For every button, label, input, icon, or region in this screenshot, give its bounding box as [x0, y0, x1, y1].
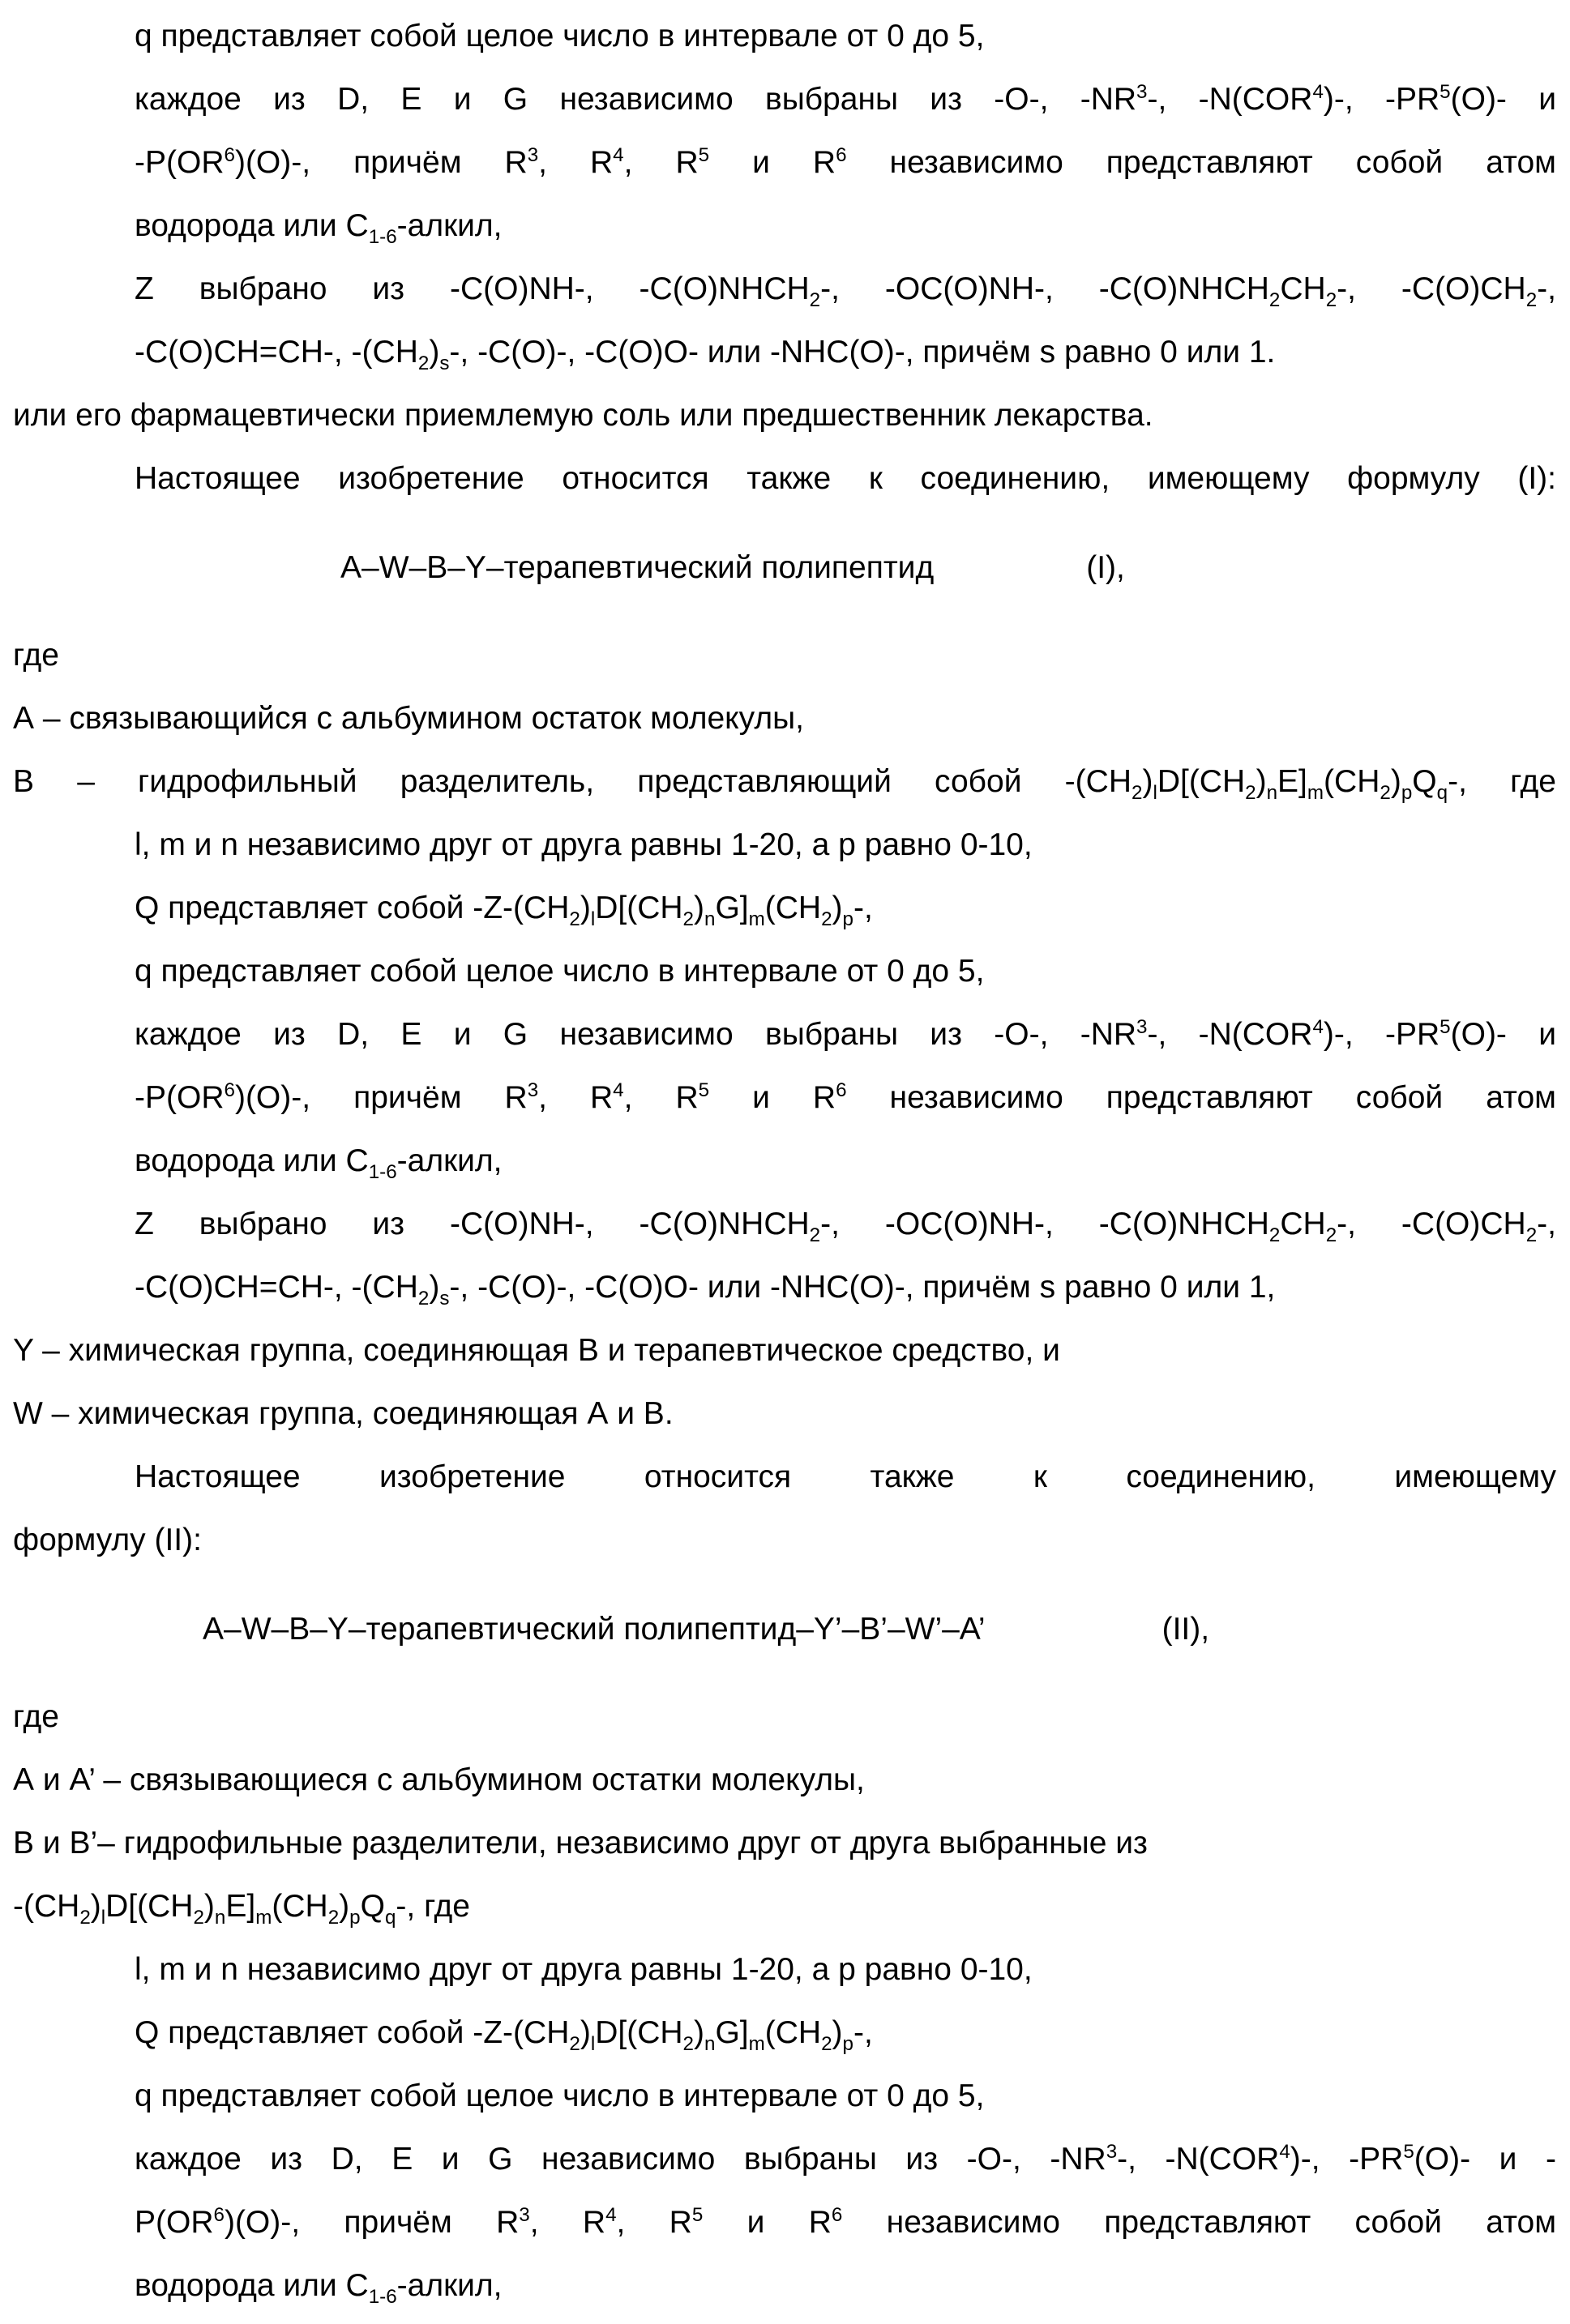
- paragraph-formula-i-intro: Настоящее изобретение относится также к соединению, имеющему формулу (I):: [135, 461, 1556, 496]
- formula-ii: A–W–B–Y–терапевтический полипептид–Y’–B’–W’–A’: [203, 1612, 986, 1647]
- claim-line-q-range: q представляет собой целое число в интервале от 0 до 5,: [135, 19, 985, 53]
- claim-line-q-definition: Q представляет собой $-Z-(CH_2)_lD[(CH_2)_nG]_m(CH_2)_p-$,: [135, 2015, 873, 2055]
- claim-line-q-range: q представляет собой целое число в интервале от 0 до 5,: [135, 954, 985, 989]
- definition-b-b-prime: В и В’– гидрофильные разделители, независимо друг от друга выбранные из: [13, 1826, 1148, 1860]
- claim-line-lmn: l, m и n независимо друг от друга равны 1-20, а p равно 0-10,: [135, 1952, 1033, 1987]
- line-b-spacer-formula: $-(CH_2)_lD[(CH_2)_nE]_m(CH_2)_pQ_q-$, где: [13, 1889, 470, 1929]
- definition-w: W – химическая группа, соединяющая А и В.: [13, 1396, 674, 1431]
- definition-a-a-prime: А и А’ – связывающиеся с альбумином остатки молекулы,: [13, 1762, 865, 1797]
- paragraph-formula-ii-intro: Настоящее изобретение относится также к соединению, имеющему: [135, 1459, 1556, 1494]
- formula-ii-label: (II),: [1161, 1612, 1210, 1647]
- claim-line-z-continuation: -C(O)CH=CH-, $-(CH_2)_s-$, -C(O)-, -C(O)O- или -NHC(O)-, причём s равно 0 или 1,: [135, 1270, 1276, 1309]
- claim-line-deg-selection: каждое из D, E и G независимо выбраны из -O-, $-NR^3-$, -N(COR$^4$)-, $-PR^5(O)-$ и: [135, 1016, 1556, 1052]
- line-gde: где: [13, 638, 59, 673]
- claim-line-z-selection: Z выбрано из -C(O)NH-, $-C(O)NHCH_2-$, -OC(O)NH-, $-C(O)NHCH_2CH_2-$, $-C(O)CH_2-$,: [135, 1207, 1556, 1246]
- claim-line-q-range: q представляет собой целое число в интервале от 0 до 5,: [135, 2078, 985, 2113]
- claim-line-deg-selection: каждое из D, E и G независимо выбраны из -O-, $-NR^3-$, -N(COR$^4$)-, $-PR^5(O)-$ и -: [135, 2141, 1556, 2177]
- formula-i: A–W–B–Y–терапевтический полипептид: [340, 550, 935, 585]
- claim-line-hydrogen-alkyl: водорода или $C_{1-6}$-алкил,: [135, 2268, 503, 2308]
- line-gde: где: [13, 1699, 59, 1734]
- claim-line-deg-selection: каждое из D, E и G независимо выбраны из -O-, $-NR^3-$, -N(COR$^4$)-, $-PR^5(O)-$ и: [135, 81, 1556, 117]
- definition-b: В – гидрофильный разделитель, представляющий собой $-(CH_2)_lD[(CH_2)_nE]_m(CH_2)_pQ_q-$, где: [13, 764, 1556, 804]
- line-pharmaceutical-salt: или его фармацевтически приемлемую соль или предшественник лекарства.: [13, 398, 1153, 433]
- definition-a: А – связывающийся с альбумином остаток молекулы,: [13, 701, 804, 736]
- formula-i-line: [13, 536, 1556, 600]
- claim-line-por-continuation: $P(OR^6)(O)-$, причём $R^3$, $R^4$, $R^5$ и $R^6$ независимо представляют собой атом: [135, 2204, 1556, 2240]
- claim-line-hydrogen-alkyl: водорода или $C_{1-6}$-алкил,: [135, 1143, 503, 1183]
- formula-ii-line: [13, 1598, 1556, 1661]
- claim-line-hydrogen-alkyl: водорода или $C_{1-6}$-алкил,: [135, 208, 503, 248]
- formula-i-label: (I),: [1086, 550, 1125, 585]
- claim-line-z-selection: Z выбрано из -C(O)NH-, $-C(O)NHCH_2-$, -OC(O)NH-, $-C(O)NHCH_2CH_2-$, $-C(O)CH_2-$,: [135, 271, 1556, 311]
- claim-line-lmn: l, m и n независимо друг от друга равны 1-20, а p равно 0-10,: [135, 827, 1033, 862]
- claim-line-por-continuation: $-P(OR^6)(O)-$, причём $R^3$, $R^4$, $R^5$ и $R^6$ независимо представляют собой атом: [135, 1079, 1556, 1115]
- line-formula-ii-colon: формулу (II):: [13, 1523, 202, 1557]
- claim-line-z-continuation: -C(O)CH=CH-, $-(CH_2)_s-$, -C(O)-, -C(O)O- или -NHC(O)-, причём s равно 0 или 1.: [135, 335, 1276, 374]
- claim-line-por-continuation: $-P(OR^6)(O)-$, причём $R^3$, $R^4$, $R^5$ и $R^6$ независимо представляют собой атом: [135, 144, 1556, 180]
- claim-line-q-definition: Q представляет собой $-Z-(CH_2)_lD[(CH_2)_nG]_m(CH_2)_p-$,: [135, 891, 873, 930]
- definition-y: Y – химическая группа, соединяющая В и терапевтическое средство, и: [13, 1333, 1060, 1368]
